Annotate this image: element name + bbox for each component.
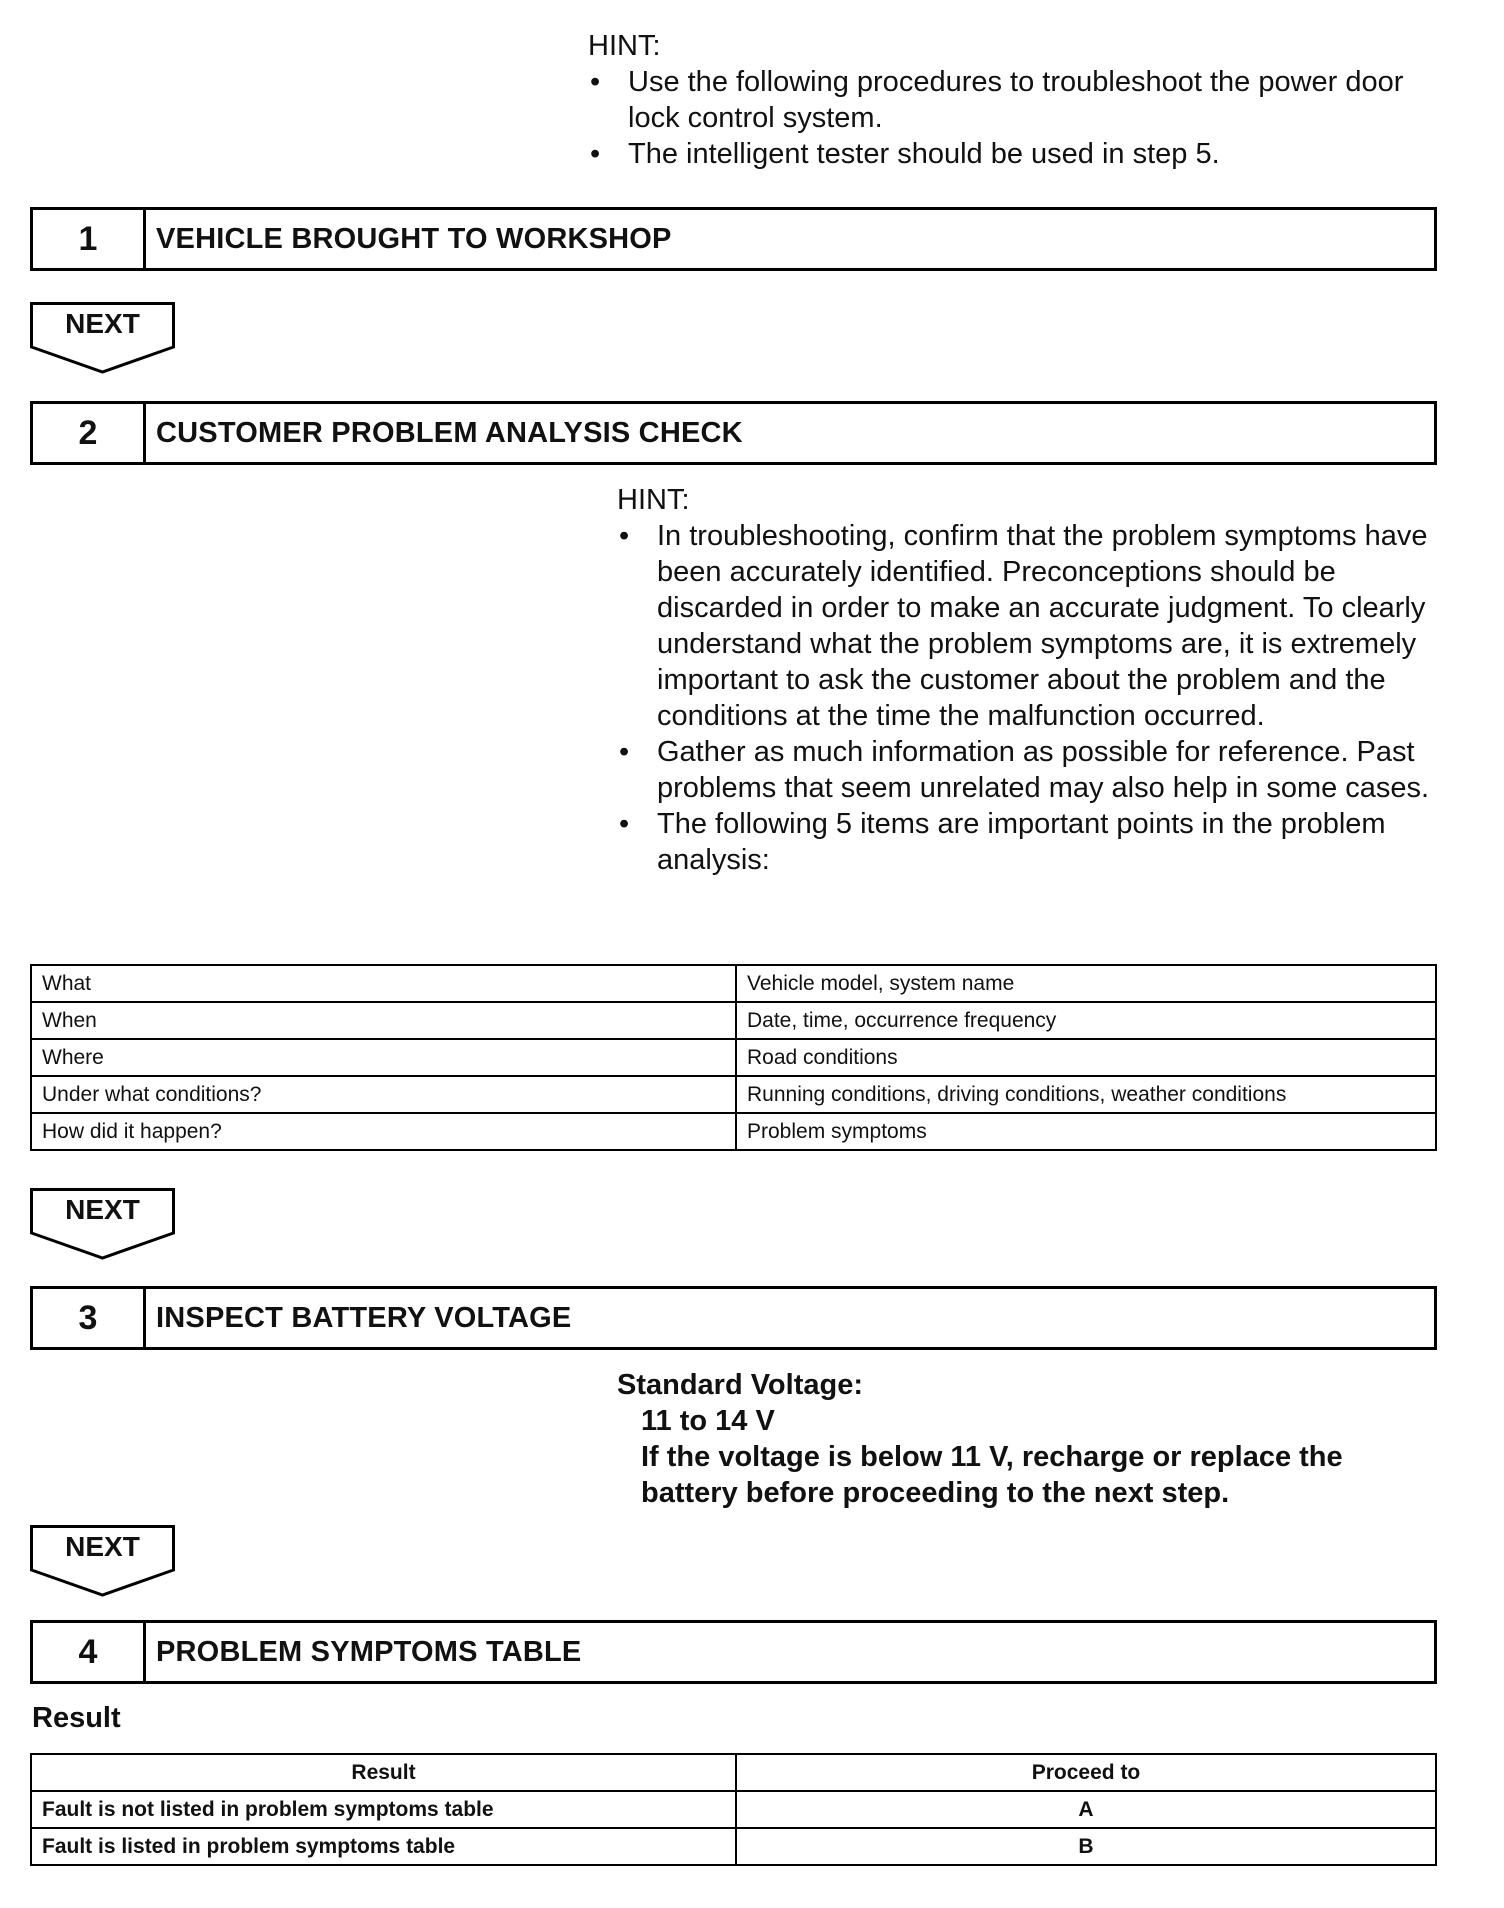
step-3-header <box>30 1286 1437 1350</box>
step-number: 3 <box>33 1289 146 1347</box>
table-cell: Problem symptoms <box>736 1113 1436 1150</box>
table-row <box>31 1113 1436 1150</box>
step-number: 2 <box>33 404 146 462</box>
table-row <box>31 965 1436 1002</box>
hint-title: HINT: <box>588 30 661 62</box>
table-cell: What <box>31 965 736 1002</box>
next-arrow-3 <box>30 1525 175 1597</box>
step-title: INSPECT BATTERY VOLTAGE <box>156 1301 572 1334</box>
hint-bullet: • In troubleshooting, confirm that the problem symptoms have been accurately identified. Preconceptions should be discarded in order to make an accurate judgment. To clearly understand what the problem symptoms are, it is extremely important to ask the customer about the problem and the conditions at the time the malfunction occurred. <box>617 518 1457 734</box>
table-row <box>31 1002 1436 1039</box>
next-arrow-2 <box>30 1188 175 1260</box>
table-header-row <box>31 1754 1436 1791</box>
step-number: 1 <box>33 210 146 268</box>
table-cell: Running conditions, driving conditions, weather conditions <box>736 1076 1436 1113</box>
next-label: NEXT <box>65 308 140 339</box>
table-header-cell: Result <box>31 1754 736 1791</box>
table-cell: Fault is not listed in problem symptoms table <box>31 1791 736 1828</box>
table-cell: Road conditions <box>736 1039 1436 1076</box>
step-2-header <box>30 401 1437 465</box>
table-cell: Date, time, occurrence frequency <box>736 1002 1436 1039</box>
table-cell: Where <box>31 1039 736 1076</box>
step-title: CUSTOMER PROBLEM ANALYSIS CHECK <box>156 416 743 449</box>
table-row <box>31 1076 1436 1113</box>
analysis-hint <box>617 482 1457 878</box>
table-cell: How did it happen? <box>31 1113 736 1150</box>
step-title: PROBLEM SYMPTOMS TABLE <box>156 1635 582 1668</box>
standard-voltage <box>617 1367 1437 1511</box>
hint-bullet: • Gather as much information as possible for reference. Past problems that seem unrelated may also help in some cases. <box>617 734 1457 806</box>
table-row <box>31 1791 1436 1828</box>
table-header-cell: Proceed to <box>736 1754 1436 1791</box>
table-cell: When <box>31 1002 736 1039</box>
table-cell: Vehicle model, system name <box>736 965 1436 1002</box>
step-4-header <box>30 1620 1437 1684</box>
standard-voltage-label: Standard Voltage: <box>617 1369 863 1401</box>
table-cell: Fault is listed in problem symptoms table <box>31 1828 736 1865</box>
hint-list <box>588 64 1408 172</box>
result-label: Result <box>32 1702 121 1734</box>
intro-hint <box>588 28 1408 172</box>
analysis-table <box>30 964 1437 1151</box>
step-title: VEHICLE BROUGHT TO WORKSHOP <box>156 222 672 255</box>
hint-bullet: • The intelligent tester should be used in step 5. <box>588 136 1408 172</box>
standard-voltage-value: 11 to 14 V <box>641 1405 775 1437</box>
hint-list <box>617 518 1457 878</box>
table-row <box>31 1828 1436 1865</box>
hint-bullet: • Use the following procedures to troubleshoot the power door lock control system. <box>588 64 1408 136</box>
result-table <box>30 1753 1437 1866</box>
step-number: 4 <box>33 1623 146 1681</box>
hint-title: HINT: <box>617 484 690 516</box>
next-label: NEXT <box>65 1531 140 1562</box>
next-arrow-1 <box>30 302 175 374</box>
hint-bullet: • The following 5 items are important points in the problem analysis: <box>617 806 1457 878</box>
table-cell: Under what conditions? <box>31 1076 736 1113</box>
table-cell: A <box>736 1791 1436 1828</box>
table-cell: B <box>736 1828 1436 1865</box>
table-row <box>31 1039 1436 1076</box>
step-1-header <box>30 207 1437 271</box>
standard-voltage-note: If the voltage is below 11 V, recharge or replace the battery before proceeding to the next step. <box>641 1441 1343 1509</box>
next-label: NEXT <box>65 1194 140 1225</box>
